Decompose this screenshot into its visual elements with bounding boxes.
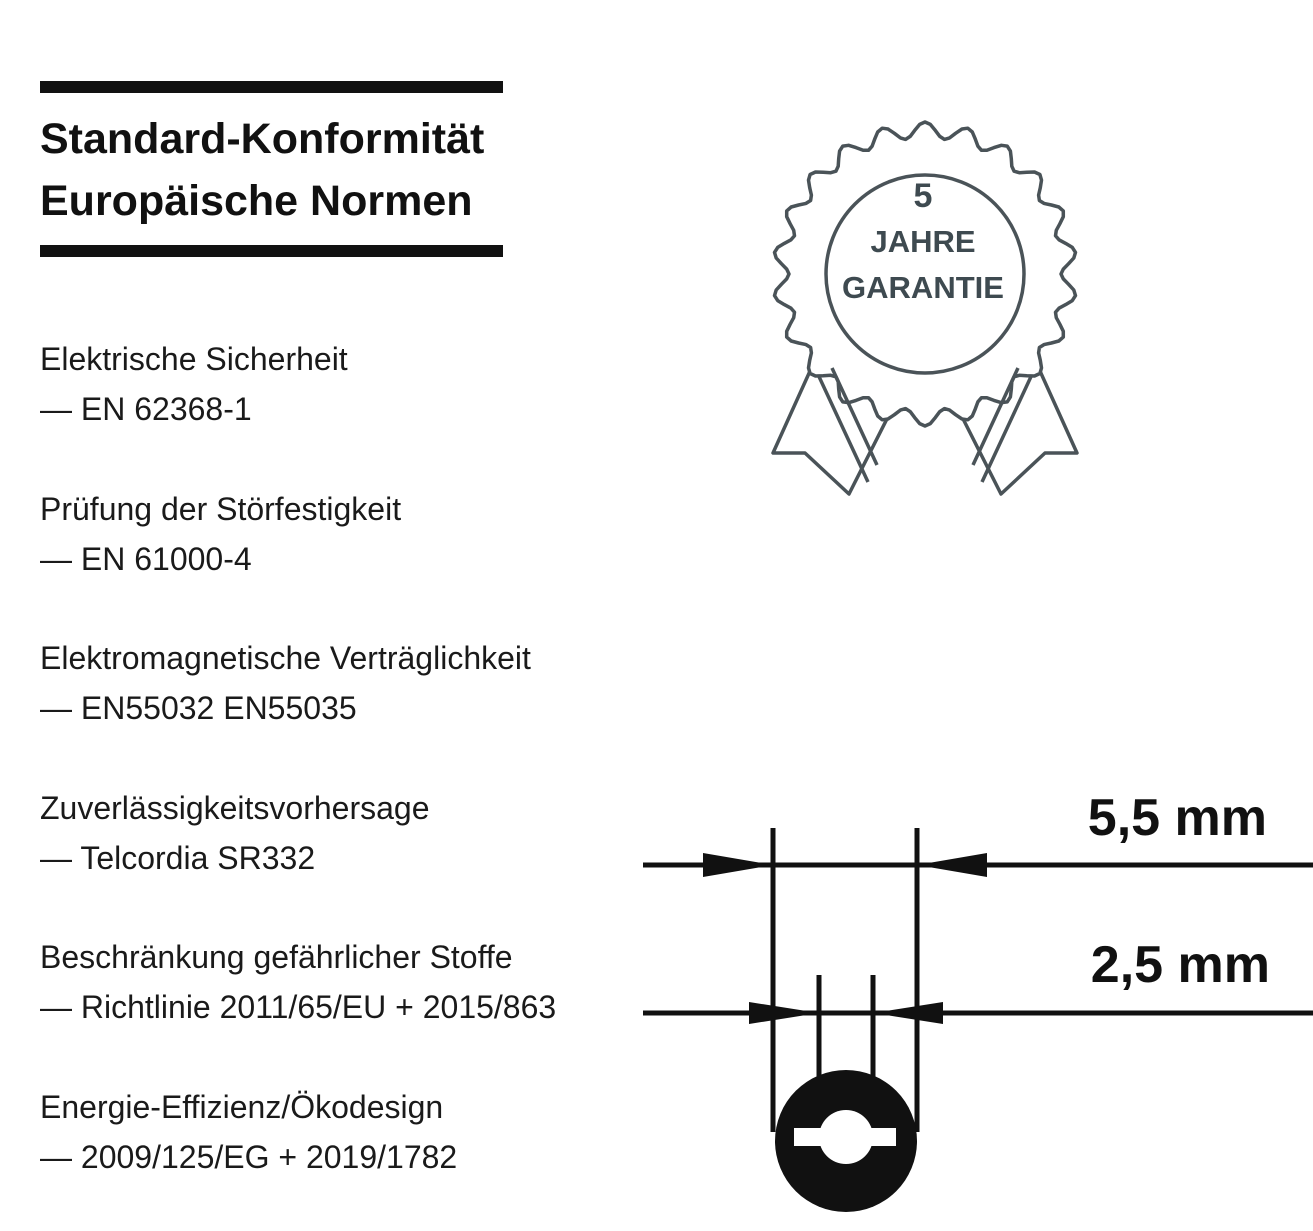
standard-label: Elektrische Sicherheit — [40, 334, 640, 384]
standard-label: Prüfung der Störfestigkeit — [40, 484, 640, 534]
connector-plug-icon — [775, 1070, 917, 1212]
standard-item — [40, 1082, 640, 1231]
standard-value: — EN 62368-1 — [40, 384, 640, 434]
top-rule — [40, 81, 503, 93]
arrow-right-icon — [703, 853, 773, 877]
standard-label: Elektromagnetische Verträglichkeit — [40, 633, 640, 683]
badge-warranty: GARANTIE — [842, 270, 1004, 305]
dimension-diagram — [630, 780, 1313, 1224]
standard-value: — 2009/125/EG + 2019/1782 — [40, 1132, 640, 1182]
badge-years: JAHRE — [870, 224, 975, 259]
outer-dimension-label: 5,5 mm — [1088, 789, 1267, 847]
inner-dimension-label: 2,5 mm — [1091, 936, 1270, 994]
standard-item — [40, 334, 640, 484]
standard-item — [40, 783, 640, 933]
standard-value: — Richtlinie 2011/65/EU + 2015/863 — [40, 982, 640, 1032]
standard-label: Energie-Effizienz/Ökodesign — [40, 1082, 640, 1132]
page-title — [40, 108, 484, 232]
standard-value: — EN55032 EN55035 — [40, 683, 640, 733]
standards-list — [40, 334, 640, 1231]
arrow-right-icon — [749, 1002, 819, 1024]
bottom-rule — [40, 245, 503, 257]
standard-value: — EN 61000-4 — [40, 534, 640, 584]
standard-item — [40, 932, 640, 1082]
standard-value: — Telcordia SR332 — [40, 833, 640, 883]
standard-label: Beschränkung gefährlicher Stoffe — [40, 932, 640, 982]
standard-item — [40, 633, 640, 783]
standard-label: Zuverlässigkeitsvorhersage — [40, 783, 640, 833]
arrow-left-icon — [917, 853, 987, 877]
arrow-left-icon — [873, 1002, 943, 1024]
title-line-2: Europäische Normen — [40, 170, 484, 232]
warranty-badge — [765, 110, 1085, 505]
title-line-1: Standard-Konformität — [40, 108, 484, 170]
standard-item — [40, 484, 640, 634]
badge-number: 5 — [914, 177, 933, 215]
